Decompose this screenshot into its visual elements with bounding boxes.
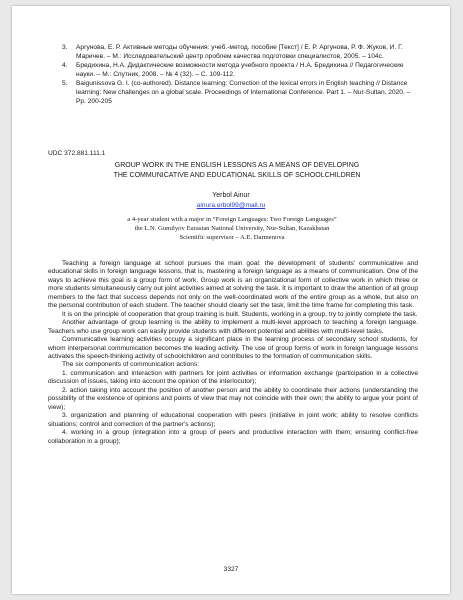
- article-body: [48, 260, 418, 446]
- affiliation-line: a 4-year student with a major in “Foreign Languages: Two Foreign Languages”: [127, 216, 337, 223]
- page-number: 3327: [223, 566, 239, 573]
- body-paragraph: 3. organization and planning of educational cooperation with peers (initiative in joint work; ability to resolve conflicts situations; control and correction of the partner's actions);: [48, 412, 418, 428]
- reference-number: 5.: [62, 80, 68, 88]
- body-paragraph: 2. action taking into account the position of another person and the ability to coordinate their actions (understanding the possibility of the existence of opinions and points of view that may not coincide with their own; the ability to argue your point of view);: [48, 386, 418, 411]
- reference-item: [62, 62, 422, 79]
- affiliation-line: the L.N. Gumilyov Eurasian National University, Nur-Sultan, Kazakhstan: [134, 225, 330, 232]
- reference-number: 3.: [62, 44, 68, 51]
- body-paragraph: Teaching a foreign language at school pursues the main goal: the development of students' communicative and educational skills in foreign language lessons, that is, mastering a foreign language as a means of communication. One of the ways to achieve this goal is a group form of work. Group work is an organizational form of collective work in which three or more students simultaneously carry out joint activities aimed at solving the task. It is important to draw the attention of all group members to the fact that success depends not only on the well-coordinated work of the entire group as a whole, but also on the personal contribution of each student. The teacher should clearly set the task, limit the time frame for completing this task.: [48, 260, 418, 310]
- paper-title: [52, 161, 422, 180]
- reference-item: [62, 80, 422, 106]
- body-paragraph: Communicative learning activities occupy a significant place in the learning process of secondary school students, for whom interpersonal communication becomes the leading activity. The use of group forms of work in foreign language lessons activates the speech-thinking activity of schoolchildren and contributes to the formation of communication skills.: [48, 336, 418, 360]
- body-paragraph: 1. communication and interaction with partners for joint activities or information exchange (participation in a collective discussion of issues, taking into account the opinion of the interlocutor);: [48, 369, 418, 386]
- body-paragraph: Another advantage of group learning is the ability to implement a multi-level approach to teaching a foreign language. Teachers who use group work can easily provide students with different potential and abilities with multi-level tasks.: [48, 319, 418, 335]
- title-line: THE COMMUNICATIVE AND EDUCATIONAL SKILLS OF SCHOOLCHILDREN: [113, 171, 361, 179]
- udc-code: UDC 372.881.111.1: [48, 150, 106, 157]
- body-paragraph: The six components of communication actions:: [62, 361, 200, 369]
- reference-list: [62, 44, 422, 107]
- reference-text: Аргунова, Е. Р. Активные методы обучения: учеб.-метод. пособие [Текст] / Е. Р. Аргунова, Р. Ф. Жуков, И. Г. Маричев. – М.: Исследовательский центр проблем качества подготовки специалистов, 2005. – 104с.: [76, 44, 403, 60]
- reference-number: 4.: [62, 62, 68, 70]
- reference-text: Baigunissova G. I. (co-authored). Distance learning: Correction of the lexical errors in English teaching // Distance learning: New challenges on a global scale. Proceedings of International Conference. Part 1. – Nur-Sultan, 2020. – Pp. 200-205: [76, 80, 411, 105]
- body-paragraph: It is on the principle of cooperation that group training is built. Students, working in a group, try to jointly complete the task.: [62, 310, 418, 318]
- reference-item: [62, 44, 422, 61]
- reference-text: Бредихина, Н.А. Дидактические возможности метода учебного проекта / Н.А. Бредихина // Педагогические науки. – М.: Спутник, 2008. – № 4 (32). – С. 109-112.: [76, 62, 404, 78]
- body-paragraph: 4. working in a group (integration into a group of peers and productive interaction with them; ensuring conflict-free collaboration in a group);: [48, 429, 418, 445]
- author-name: Yerbol Ainur: [212, 192, 250, 199]
- author-affiliation: [72, 215, 392, 242]
- affiliation-line: Scientific supervisor – A.E. Darmenova: [179, 234, 285, 241]
- author-email-link[interactable]: ainura.erbol99@mail.ru: [196, 202, 266, 209]
- paper-page: [12, 6, 450, 594]
- title-line: GROUP WORK IN THE ENGLISH LESSONS AS A MEANS OF DEVELOPING: [114, 162, 360, 169]
